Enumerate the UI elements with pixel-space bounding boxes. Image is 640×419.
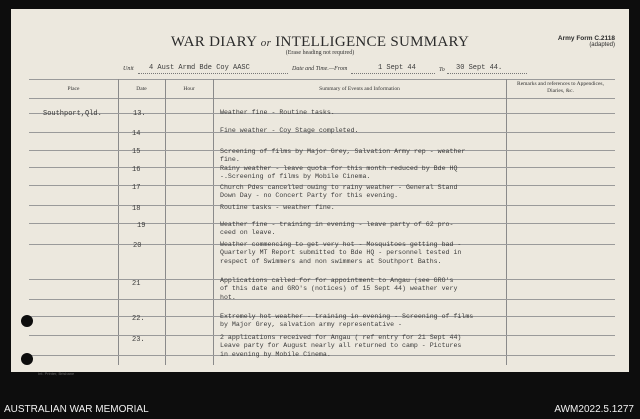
column-header-summary: Summary of Events and Information	[319, 86, 400, 92]
entry-summary: Extremely hot weather - training in evening - Screening of films by Major Grey, salvation army representative -	[220, 313, 474, 329]
entry-summary: 2 applications received for Angau ( ref entry for 21 Sept 44) Leave party for August nearly all returned to camp - Pictures in evening by Mobile Cinema.	[220, 334, 462, 358]
unit-value: 4 Aust Armd Bde Coy AASC	[149, 64, 250, 72]
entry-date: 16	[132, 166, 141, 174]
entry-summary: Weather fine - Routine tasks.	[220, 109, 335, 116]
entry-summary: Weather fine - training in evening - leave party of 62 pro- ceed on leave.	[220, 221, 454, 237]
unit-label: Unit	[123, 66, 134, 72]
col-divider-date	[165, 79, 166, 365]
printer-imprint: Int. Printer, Brisbane	[38, 371, 75, 376]
war-diary-page	[11, 9, 629, 376]
army-form-label	[558, 35, 615, 49]
unit-underline	[138, 73, 288, 74]
entry-summary: Rainy weather - leave quota for this month reduced by Bde HQ -.Screening of films by Mobile Cinema.	[220, 165, 458, 181]
entry-summary: Screening of films by Major Grey, Salvation Army rep - weather fine.	[220, 148, 466, 164]
entry-place: Southport,Qld.	[43, 110, 102, 118]
entry-summary: Fine weather - Coy Stage completed.	[220, 127, 359, 134]
to-underline	[447, 73, 527, 74]
col-divider-hour	[213, 79, 214, 365]
entry-summary: Church Pdes cancelled owing to rainy weather - General Stand Down Day - no Concert Party for this evening.	[220, 184, 458, 200]
entry-date: 22.	[132, 315, 145, 323]
entry-date: 19	[137, 222, 146, 230]
from-underline	[351, 73, 435, 74]
from-value: 1 Sept 44	[378, 64, 416, 72]
entry-date: 13.	[133, 110, 146, 118]
table-top-rule	[29, 79, 615, 80]
entry-summary: Routine tasks - weather fine.	[220, 204, 335, 211]
col-divider-summary	[506, 79, 507, 365]
army-form-number: Army Form C.2118	[557, 35, 615, 42]
entry-date: 14	[132, 130, 141, 138]
title-intelligence-summary: INTELLIGENCE SUMMARY	[275, 34, 470, 50]
col-divider-place	[118, 79, 119, 365]
entry-date: 15	[132, 148, 141, 156]
title-war-diary: WAR DIARY	[170, 34, 257, 50]
entry-date: 20	[133, 242, 142, 250]
form-title	[11, 34, 629, 51]
entry-summary: Weather commencing to get very hot - Mosquitoes getting bad - Quarterly MT Report submitted to Bde HQ - personnel tested in respect of Swimmers and non swimmers at Southport Baths.	[220, 241, 462, 265]
to-label: To	[439, 67, 445, 73]
column-header-hour: Hour	[183, 86, 195, 92]
table-header-rule	[29, 98, 615, 99]
entry-date: 23.	[132, 336, 145, 344]
entry-date: 21	[132, 280, 141, 288]
column-header-place: Place	[67, 86, 80, 92]
binder-hole-upper	[21, 315, 33, 327]
column-header-date: Date	[136, 86, 147, 92]
binder-hole-lower	[21, 353, 33, 365]
column-header-remarks: Remarks and references to Appendices, Diaries, &c.	[517, 81, 604, 94]
date-time-label: Date and Time.—From	[292, 66, 348, 72]
footer-accession-number: AWM2022.5.1277	[554, 404, 634, 415]
entry-date: 17	[132, 184, 141, 192]
footer-institution: AUSTRALIAN WAR MEMORIAL	[4, 404, 149, 415]
form-subtitle: (Erase heading not required)	[285, 50, 355, 56]
entry-summary: Applications called for for appointment to Angau (see GRO's of this date and GRO's (notices) of 15 Sept 44) weather very hot.	[220, 277, 458, 301]
to-value: 30 Sept 44.	[456, 64, 503, 72]
title-or: or	[260, 37, 272, 49]
army-form-note: (adapted)	[589, 42, 615, 48]
entry-date: 18	[132, 205, 141, 213]
